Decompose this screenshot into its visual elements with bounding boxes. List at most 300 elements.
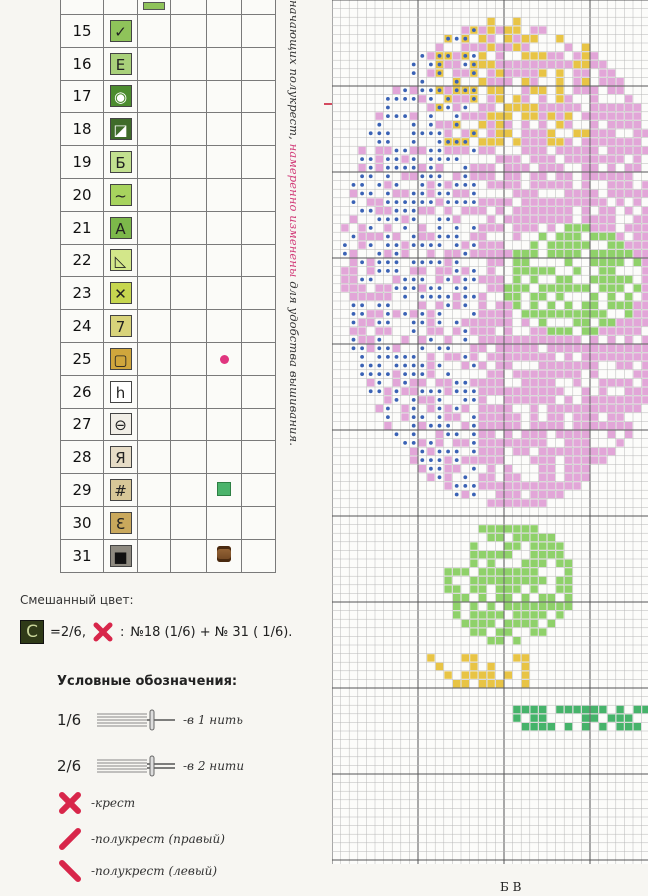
chart-cell [522, 121, 529, 128]
chart-cell [608, 164, 615, 171]
key-cell [171, 80, 207, 113]
chart-cell [522, 164, 529, 171]
key-row [61, 277, 276, 310]
chart-dot [472, 226, 476, 230]
chart-dot [386, 312, 390, 316]
chart-cell [376, 198, 383, 205]
chart-cell [591, 276, 598, 283]
chart-cell [530, 241, 537, 248]
chart-cell [591, 345, 598, 352]
chart-dot [455, 458, 459, 462]
chart-cell [530, 534, 537, 541]
chart-dot [455, 269, 459, 273]
chart-cell [582, 112, 589, 119]
chart-cell [539, 577, 546, 584]
chart-cell [591, 104, 598, 111]
chart-cell [505, 499, 512, 506]
chart-cell [367, 336, 374, 343]
key-cell [138, 244, 171, 277]
chart-dot [472, 192, 476, 196]
chart-cell [539, 542, 546, 549]
chart-cell [582, 431, 589, 438]
chart-dot [369, 372, 373, 376]
chart-cell [556, 104, 563, 111]
chart-cell [625, 319, 632, 326]
key-symbol: ◺ [110, 249, 132, 271]
chart-cell [393, 233, 400, 240]
chart-cell [582, 147, 589, 154]
chart-cell [470, 628, 477, 635]
chart-cell [522, 568, 529, 575]
chart-cell [358, 293, 365, 300]
chart-cell [487, 327, 494, 334]
chart-cell [505, 310, 512, 317]
chart-cell [513, 422, 520, 429]
chart-dot [377, 183, 381, 187]
chart-cell [530, 611, 537, 618]
chart-dot [438, 217, 442, 221]
chart-cell [591, 259, 598, 266]
chart-cell [616, 413, 623, 420]
chart-cell [410, 87, 417, 94]
chart-dot [446, 106, 450, 110]
chart-cell [350, 327, 357, 334]
chart-dot [420, 80, 424, 84]
chart-dot [438, 467, 442, 471]
chart-cell [565, 396, 572, 403]
chart-cell [625, 190, 632, 197]
chart-cell [427, 405, 434, 412]
chart-dot [446, 450, 450, 454]
chart-dot [438, 321, 442, 325]
chart-cell [479, 439, 486, 446]
chart-cell [556, 147, 563, 154]
chart-cell [505, 439, 512, 446]
chart-cell [487, 671, 494, 678]
chart-cell [470, 456, 477, 463]
chart-cell [427, 362, 434, 369]
chart-dot [446, 37, 450, 41]
chart-cell [401, 413, 408, 420]
chart-cell [496, 413, 503, 420]
key-number: 30 [61, 506, 104, 539]
chart-cell [427, 104, 434, 111]
key-symbol-cell [104, 310, 138, 343]
chart-cell [358, 319, 365, 326]
chart-dot [377, 140, 381, 144]
chart-cell [479, 620, 486, 627]
chart-cell [462, 69, 469, 76]
chart-cell [505, 405, 512, 412]
chart-cell [453, 611, 460, 618]
chart-cell [479, 413, 486, 420]
chart-cell [505, 362, 512, 369]
chart-cell [548, 422, 555, 429]
chart-dot [446, 278, 450, 282]
chart-dot [420, 458, 424, 462]
chart-cell [367, 293, 374, 300]
chart-cell [462, 319, 469, 326]
chart-cell [513, 207, 520, 214]
chart-dot [463, 475, 467, 479]
chart-cell [556, 87, 563, 94]
chart-cell [513, 353, 520, 360]
chart-cell [582, 714, 589, 721]
chart-dot [472, 312, 476, 316]
chart-cells [341, 18, 648, 731]
chart-cell [427, 52, 434, 59]
chart-cell [505, 482, 512, 489]
chart-cell [522, 499, 529, 506]
chart-cell [505, 396, 512, 403]
chart-dot [455, 114, 459, 118]
chart-cell [530, 26, 537, 33]
chart-cell [530, 405, 537, 412]
chart-cell [479, 585, 486, 592]
chart-cell [522, 138, 529, 145]
chart-cell [556, 405, 563, 412]
chart-cell [591, 87, 598, 94]
chart-cell [548, 198, 555, 205]
chart-dot [360, 157, 364, 161]
chart-dot [412, 209, 416, 213]
chart-cell [616, 241, 623, 248]
chart-cell [556, 560, 563, 567]
chart-dot [429, 97, 433, 101]
chart-cell [367, 310, 374, 317]
chart-cell [548, 327, 555, 334]
chart-cell [436, 198, 443, 205]
chart-cell [505, 585, 512, 592]
chart-cell [548, 413, 555, 420]
key-number: 21 [61, 211, 104, 244]
chart-cell [608, 431, 615, 438]
chart-cell [487, 78, 494, 85]
key-cell [242, 408, 276, 441]
chart-cell [539, 603, 546, 610]
chart-cell [548, 491, 555, 498]
chart-dot [438, 149, 442, 153]
key-cell [138, 47, 171, 80]
embroidery-chart [332, 0, 648, 864]
chart-cell [616, 78, 623, 85]
chart-dot [463, 54, 467, 58]
chart-cell [522, 104, 529, 111]
chart-dot [463, 286, 467, 290]
chart-cell [539, 353, 546, 360]
strand-description: -в 2 нити [183, 759, 245, 773]
chart-cell [582, 465, 589, 472]
chart-cell [539, 69, 546, 76]
chart-cell [444, 405, 451, 412]
stitch-row-half-left [57, 858, 217, 884]
chart-cell [556, 370, 563, 377]
key-cell [138, 146, 171, 179]
chart-cell [479, 345, 486, 352]
chart-cell [625, 345, 632, 352]
chart-dot [420, 312, 424, 316]
chart-cell [496, 284, 503, 291]
chart-cell [487, 551, 494, 558]
chart-cell [496, 534, 503, 541]
chart-dot [352, 312, 356, 316]
chart-cell [522, 345, 529, 352]
chart-cell [487, 69, 494, 76]
chart-cell [625, 138, 632, 145]
chart-cell [539, 112, 546, 119]
chart-cell [513, 18, 520, 25]
chart-cell [427, 654, 434, 661]
half-stitch-left-icon [57, 858, 83, 884]
chart-cell [573, 147, 580, 154]
chart-cell [436, 121, 443, 128]
chart-cell [530, 353, 537, 360]
chart-cell [565, 560, 572, 567]
chart-cell [376, 147, 383, 154]
chart-cell [539, 267, 546, 274]
chart-cell [427, 370, 434, 377]
chart-cell [522, 534, 529, 541]
chart-cell [436, 302, 443, 309]
chart-cell [487, 216, 494, 223]
chart-dot [377, 123, 381, 127]
chart-dot [352, 338, 356, 342]
chart-cell [350, 216, 357, 223]
chart-cell [608, 224, 615, 231]
green-bead-icon [217, 482, 231, 496]
chart-dot [455, 200, 459, 204]
chart-dot [438, 458, 442, 462]
chart-cell [376, 327, 383, 334]
chart-cell [444, 147, 451, 154]
chart-cell [522, 448, 529, 455]
chart-cell [479, 112, 486, 119]
chart-dot [412, 217, 416, 221]
chart-cell [470, 560, 477, 567]
chart-cell [487, 87, 494, 94]
chart-dot [446, 424, 450, 428]
chart-dot [369, 389, 373, 393]
chart-cell [582, 241, 589, 248]
chart-cell [496, 388, 503, 395]
chart-cell [453, 568, 460, 575]
chart-cell [625, 250, 632, 257]
chart-cell [479, 396, 486, 403]
chart-cell [642, 224, 648, 231]
chart-cell [427, 319, 434, 326]
chart-cell [556, 448, 563, 455]
key-row [61, 244, 276, 277]
chart-cell [591, 353, 598, 360]
chart-cell [496, 61, 503, 68]
chart-cell [565, 155, 572, 162]
chart-cell [401, 388, 408, 395]
chart-cell [582, 456, 589, 463]
chart-cell [522, 250, 529, 257]
chart-dot [369, 174, 373, 178]
chart-cell [573, 198, 580, 205]
chart-cell [522, 78, 529, 85]
key-cell [207, 0, 242, 15]
chart-cell [427, 448, 434, 455]
chart-cell [616, 112, 623, 119]
chart-cell [634, 370, 641, 377]
chart-cell [573, 267, 580, 274]
chart-cell [530, 112, 537, 119]
key-symbol: E [110, 53, 132, 75]
chart-cell [487, 259, 494, 266]
chart-cell [487, 568, 494, 575]
chart-cell [513, 396, 520, 403]
key-symbol-cell [104, 113, 138, 146]
chart-dot [472, 432, 476, 436]
chart-cell [453, 327, 460, 334]
chart-cell [530, 706, 537, 713]
key-row [61, 47, 276, 80]
chart-cell [505, 671, 512, 678]
chart-cell [505, 465, 512, 472]
chart-cell [573, 241, 580, 248]
chart-cell [505, 551, 512, 558]
chart-cell [505, 327, 512, 334]
chart-cell [591, 396, 598, 403]
chart-cell [367, 233, 374, 240]
key-cell [171, 113, 207, 146]
chart-cell [642, 370, 648, 377]
key-symbol: ◉ [110, 85, 132, 107]
chart-dot [438, 407, 442, 411]
key-number: 25 [61, 342, 104, 375]
chart-cell [608, 112, 615, 119]
chart-dot [446, 192, 450, 196]
chart-cell [513, 577, 520, 584]
chart-cell [556, 603, 563, 610]
chart-dot [420, 389, 424, 393]
chart-cell [496, 130, 503, 137]
chart-dot [472, 183, 476, 187]
chart-cell [625, 112, 632, 119]
chart-cell [496, 112, 503, 119]
chart-cell [608, 345, 615, 352]
chart-cell [530, 35, 537, 42]
chart-cell [513, 525, 520, 532]
chart-cell [496, 207, 503, 214]
chart-cell [436, 663, 443, 670]
key-row [61, 15, 276, 48]
chart-dot [429, 200, 433, 204]
chart-cell [462, 362, 469, 369]
chart-cell [591, 310, 598, 317]
chart-dot [463, 174, 467, 178]
key-cell [242, 539, 276, 572]
chart-dot [403, 114, 407, 118]
chart-cell [487, 620, 494, 627]
chart-cell [444, 207, 451, 214]
key-number: 24 [61, 310, 104, 343]
chart-cell [634, 224, 641, 231]
chart-dot [395, 355, 399, 359]
chart-cell [599, 61, 606, 68]
chart-dot [412, 140, 416, 144]
key-symbol-cell [104, 441, 138, 474]
chart-cell [410, 112, 417, 119]
key-cell [138, 342, 171, 375]
chart-dot [463, 389, 467, 393]
chart-dot [360, 260, 364, 264]
chart-dot [377, 303, 381, 307]
chart-cell [625, 241, 632, 248]
chart-cell [539, 534, 546, 541]
chart-cell [642, 216, 648, 223]
chart-cell [487, 611, 494, 618]
chart-cell [642, 310, 648, 317]
chart-cell [522, 671, 529, 678]
chart-cell [539, 284, 546, 291]
chart-cell [625, 276, 632, 283]
chart-cell [462, 112, 469, 119]
chart-cell [556, 78, 563, 85]
chart-cell [384, 224, 391, 231]
chart-cell [616, 327, 623, 334]
chart-cell [565, 233, 572, 240]
chart-cell [350, 190, 357, 197]
chart-cell [582, 422, 589, 429]
chart-cell [470, 327, 477, 334]
chart-cell [522, 224, 529, 231]
chart-dot [420, 260, 424, 264]
chart-dot [438, 192, 442, 196]
chart-dot [455, 243, 459, 247]
chart-cell [470, 164, 477, 171]
chart-cell [522, 112, 529, 119]
chart-cell [556, 112, 563, 119]
chart-cell [367, 267, 374, 274]
chart-dot [438, 312, 442, 316]
chart-cell [608, 155, 615, 162]
chart-cell [487, 284, 494, 291]
chart-dot [403, 278, 407, 282]
chart-cell [582, 190, 589, 197]
chart-dot [429, 131, 433, 135]
chart-dot [446, 200, 450, 204]
chart-cell [573, 422, 580, 429]
chart-cell [599, 216, 606, 223]
strand-row-1 [57, 708, 243, 732]
chart-cell [522, 560, 529, 567]
chart-cell [479, 362, 486, 369]
chart-cell [410, 456, 417, 463]
chart-cell [444, 130, 451, 137]
chart-cell [565, 370, 572, 377]
chart-dot [395, 260, 399, 264]
chart-cell [462, 620, 469, 627]
chart-cell [487, 370, 494, 377]
chart-dot [412, 71, 416, 75]
chart-cell [393, 345, 400, 352]
chart-cell [634, 138, 641, 145]
chart-cell [582, 224, 589, 231]
chart-cell [530, 310, 537, 317]
chart-cell [642, 319, 648, 326]
chart-cell [453, 250, 460, 257]
chart-cell [616, 87, 623, 94]
chart-cell [548, 224, 555, 231]
chart-cell [608, 69, 615, 76]
chart-cell [582, 310, 589, 317]
chart-cell [608, 147, 615, 154]
chart-cell [496, 259, 503, 266]
chart-dot [463, 295, 467, 299]
